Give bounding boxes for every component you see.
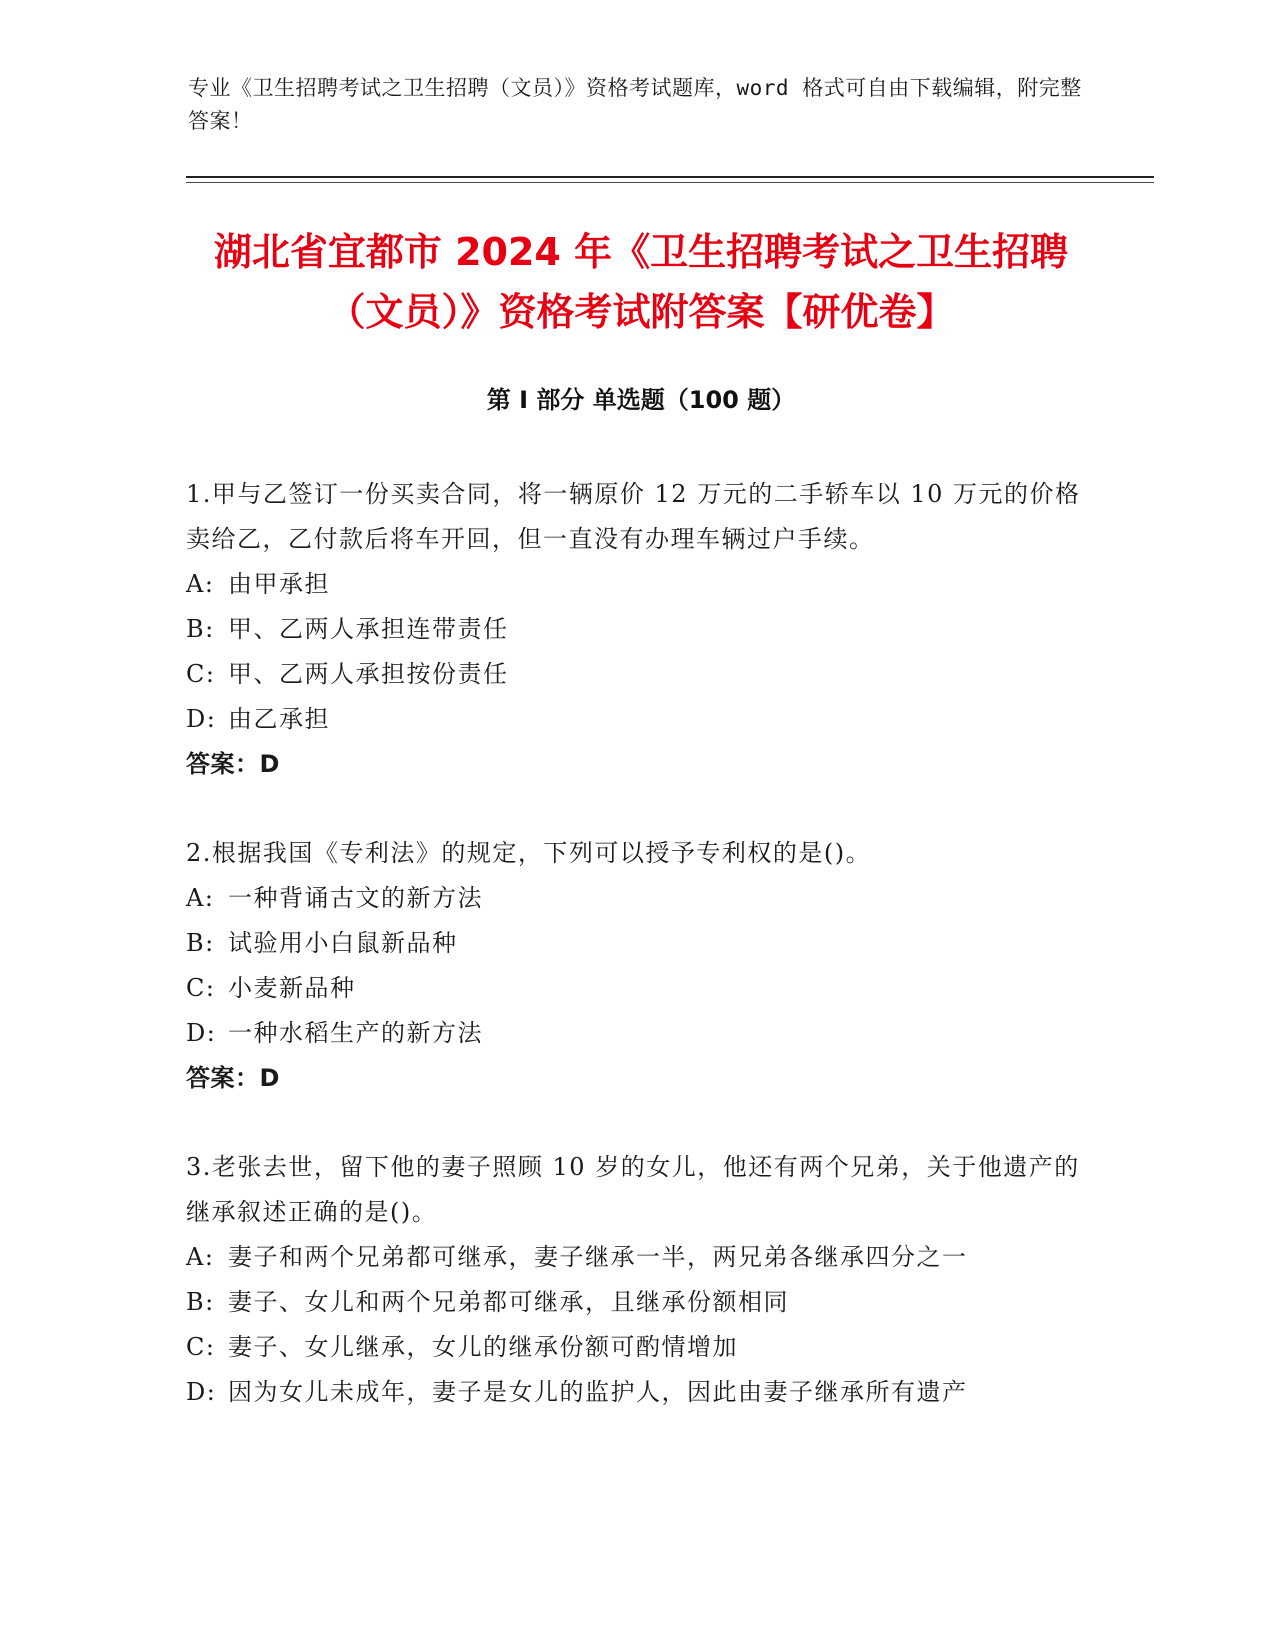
question-2 (186, 831, 1086, 1101)
option-letter: D: (186, 1378, 217, 1406)
option-a (186, 876, 1086, 921)
answer-line: 答案：D (186, 1064, 280, 1092)
question-list (186, 472, 1086, 1459)
option-text: 妻子、女儿和两个兄弟都可继承，且继承份额相同 (228, 1288, 789, 1316)
option-text: 试验用小白鼠新品种 (228, 929, 458, 957)
header-divider (186, 176, 1154, 178)
option-a (186, 1235, 1086, 1280)
option-letter: C: (186, 974, 216, 1002)
option-letter: D: (186, 1019, 217, 1047)
option-b (186, 921, 1086, 966)
option-c (186, 1325, 1086, 1370)
option-c (186, 966, 1086, 1011)
option-a (186, 562, 1086, 607)
option-letter: A: (186, 1243, 215, 1271)
option-text: 甲、乙两人承担连带责任 (228, 615, 509, 643)
option-text: 小麦新品种 (228, 974, 356, 1002)
option-text: 一种水稻生产的新方法 (228, 1019, 483, 1047)
option-b (186, 607, 1086, 652)
question-1 (186, 472, 1086, 787)
header-note: 专业《卫生招聘考试之卫生招聘（文员）》资格考试题库，word 格式可自由下载编辑，附完整答案！ (188, 76, 1082, 133)
question-stem: 1.甲与乙签订一份买卖合同，将一辆原价 12 万元的二手轿车以 10 万元的价格卖给乙，乙付款后将车开回，但一直没有办理车辆过户手续。 (186, 480, 1081, 553)
option-c (186, 652, 1086, 697)
option-text: 一种背诵古文的新方法 (228, 884, 483, 912)
option-d (186, 1011, 1086, 1056)
option-letter: B: (186, 929, 215, 957)
option-letter: B: (186, 615, 215, 643)
option-text: 因为女儿未成年，妻子是女儿的监护人，因此由妻子继承所有遗产 (228, 1378, 968, 1406)
option-text: 妻子、女儿继承，女儿的继承份额可酌情增加 (228, 1333, 738, 1361)
section-heading: 第 I 部分 单选题（100 题） (486, 386, 796, 414)
option-d (186, 697, 1086, 742)
option-letter: A: (186, 884, 215, 912)
option-text: 妻子和两个兄弟都可继承，妻子继承一半，两兄弟各继承四分之一 (228, 1243, 968, 1271)
question-stem: 3.老张去世，留下他的妻子照顾 10 岁的女儿，他还有两个兄弟，关于他遗产的继承叙述正确的是()。 (186, 1153, 1080, 1226)
answer-line: 答案：D (186, 750, 280, 778)
document-title: 湖北省宜都市 2024 年《卫生招聘考试之卫生招聘（文员）》资格考试附答案【研优卷】 (213, 230, 1069, 334)
option-letter: B: (186, 1288, 215, 1316)
option-text: 甲、乙两人承担按份责任 (228, 660, 509, 688)
option-text: 由甲承担 (228, 570, 330, 598)
option-b (186, 1280, 1086, 1325)
option-d (186, 1370, 1086, 1415)
option-letter: C: (186, 1333, 216, 1361)
question-3 (186, 1145, 1086, 1415)
header-divider-thin (186, 182, 1154, 183)
option-letter: A: (186, 570, 215, 598)
option-text: 由乙承担 (228, 705, 330, 733)
option-letter: C: (186, 660, 216, 688)
question-stem: 2.根据我国《专利法》的规定，下列可以授予专利权的是()。 (186, 839, 872, 867)
option-letter: D: (186, 705, 217, 733)
